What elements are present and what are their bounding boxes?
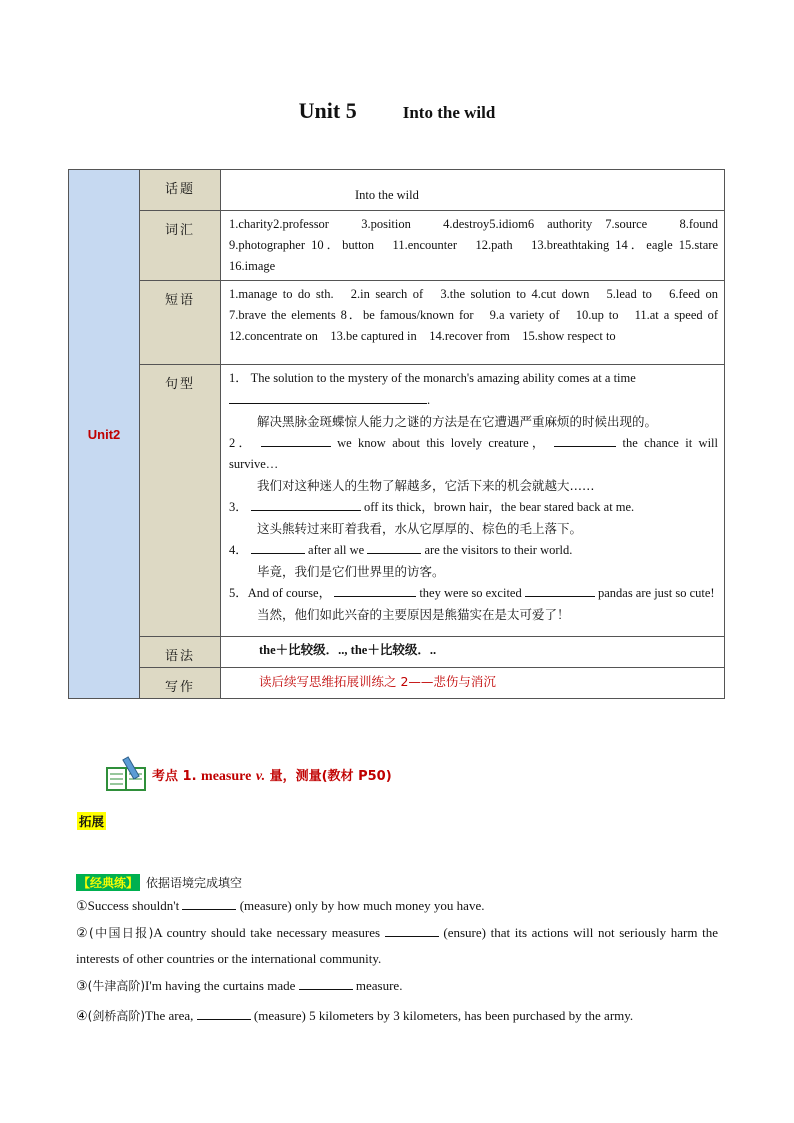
unit-label-cell: Unit2 <box>69 170 140 699</box>
practice-instruction: 依据语境完成填空 <box>146 876 243 890</box>
unit-summary-table <box>68 169 731 699</box>
phrases-label: 短语 <box>140 281 221 365</box>
sentence-3-cn: 这头熊转过来盯着我看，水从它厚厚的、棕色的毛上落下。 <box>257 521 583 536</box>
sentence-4: 4． after all we are the visitors to their world. <box>229 539 718 561</box>
blank[interactable] <box>334 582 416 597</box>
book-pencil-icon <box>104 756 150 794</box>
expand-tag: 拓展 <box>79 814 105 829</box>
sentence-2: 2． we know about this lovely creature， the chance it will survive… <box>229 432 718 475</box>
grammar-text: the＋比较级．.., the＋比较级．.. <box>259 643 437 657</box>
page-title <box>0 98 794 124</box>
sentence-5: 5．And of course， they were so excited pandas are just so cute! <box>229 582 718 604</box>
unit-subtitle: Into the wild <box>402 103 496 122</box>
blank[interactable] <box>367 539 421 554</box>
exercise-item: ③(牛津高阶)I'm having the curtains made measure. <box>76 973 718 999</box>
blank[interactable] <box>525 582 595 597</box>
practice-heading <box>76 874 242 891</box>
writing-content <box>221 668 725 699</box>
blank[interactable] <box>554 432 616 447</box>
answer-blank[interactable] <box>197 1005 251 1020</box>
vocab-label: 词汇 <box>140 211 221 281</box>
phrases-content: 1.manage to do sth. 2.in search of 3.the solution to 4.cut down 5.lead to 6.feed on 7.brave the elements 8．be famous/known for 9.a variety of 10.up to 11.at a speed of 12.concentrate on 13.be captured in 14.recover from 15.show respect to <box>221 281 725 365</box>
blank[interactable] <box>261 432 331 447</box>
sentence-1: 1． The solution to the mystery of the monarch's amazing ability comes at a time . <box>229 371 636 407</box>
unit-title: Unit 5 <box>298 98 357 123</box>
vocab-content: 1.charity2.professor 3.position 4.destroy5.idiom6 authority 7.source 8.found 9.photographer 10．button 11.encounter 12.path 13.breathtaking 14．eagle 15.stare 16.image <box>221 211 725 281</box>
sentence-3: 3． off its thick，brown hair，the bear stared back at me. <box>229 496 718 518</box>
exercise-item: ①Success shouldn't (measure) only by how much money you have. <box>76 893 718 919</box>
sentence-5-cn: 当然，他们如此兴奋的主要原因是熊猫实在是太可爱了！ <box>257 607 570 622</box>
answer-blank[interactable] <box>385 922 439 937</box>
sentences-label: 句型 <box>140 365 221 637</box>
sentence-2-cn: 我们对这种迷人的生物了解越多，它活下来的机会就越大…… <box>257 478 595 493</box>
practice-tag: 【经典练】 <box>78 876 139 890</box>
sentence-4-cn: 毕竟，我们是它们世界里的访客。 <box>257 564 445 579</box>
sentence-1-cn: 解决黑脉金斑蝶惊人能力之谜的方法是在它遭遇严重麻烦的时候出现的。 <box>257 414 658 429</box>
key-point-heading <box>104 756 392 794</box>
exercise-item: ②(中国日报)A country should take necessary measures (ensure) that its actions will not seriously harm the interests of other countries or the international community. <box>76 920 718 972</box>
exercise-item: ④(剑桥高阶)The area, (measure) 5 kilometers by 3 kilometers, has been purchased by the army. <box>76 1003 718 1029</box>
key-point-text: 考点 1. measure v. 量，测量(教材 P50) <box>152 769 392 784</box>
grammar-content <box>221 637 725 668</box>
answer-blank[interactable] <box>299 975 353 990</box>
writing-label: 写作 <box>140 668 221 699</box>
topic-text: Into the wild <box>355 188 419 202</box>
sentences-content <box>221 365 725 637</box>
writing-text: 读后续写思维拓展训练之 2——悲伤与消沉 <box>259 674 496 689</box>
grammar-label: 语法 <box>140 637 221 668</box>
blank[interactable] <box>251 539 305 554</box>
answer-blank[interactable] <box>182 895 236 910</box>
blank[interactable] <box>229 389 427 404</box>
blank[interactable] <box>251 496 361 511</box>
topic-label: 话题 <box>140 170 221 211</box>
topic-content <box>221 170 725 211</box>
